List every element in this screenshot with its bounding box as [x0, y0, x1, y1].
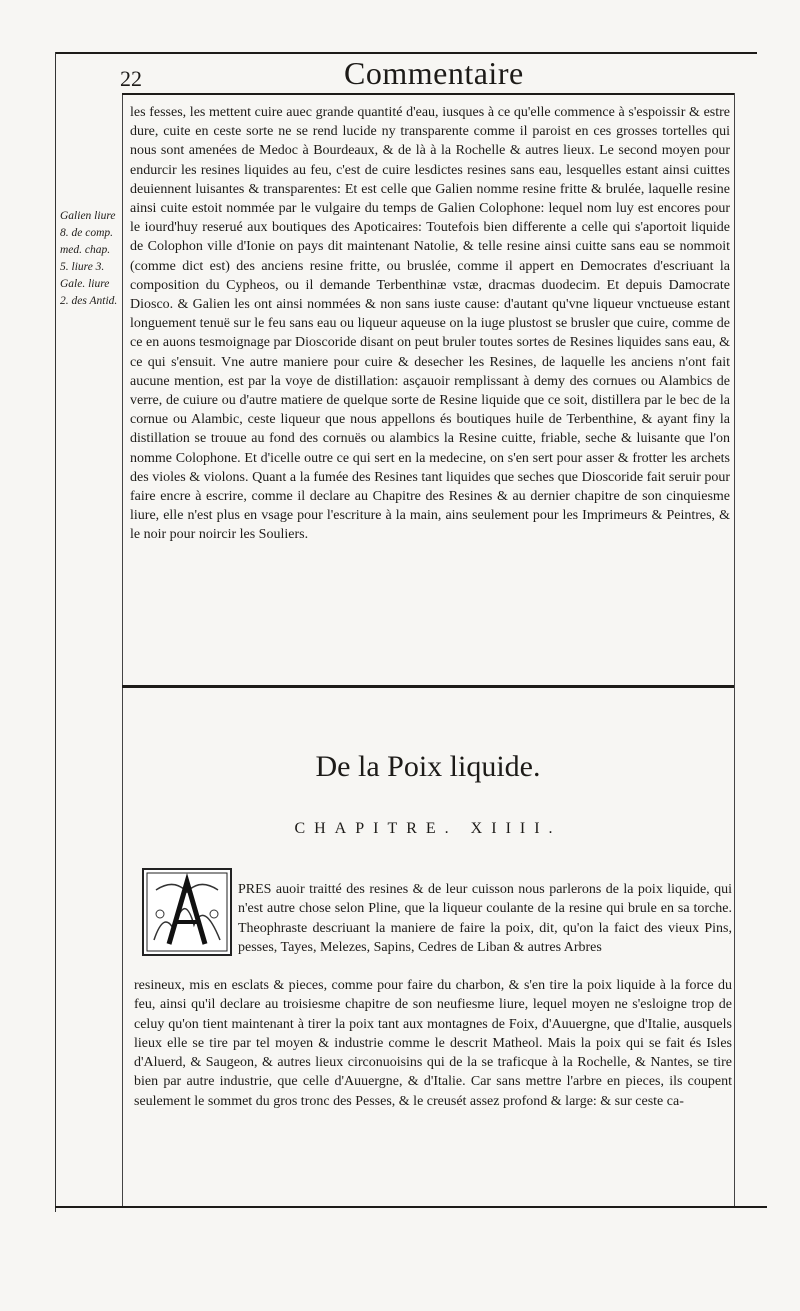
chapter-heading: CHAPITRE. XIIII.: [294, 820, 562, 837]
bottom-rule: [55, 1206, 767, 1208]
text-frame-left-line: [122, 93, 123, 1208]
section-title: De la Poix liquide.: [315, 750, 541, 783]
paragraph-chapter-continuation: resineux, mis en esclats & pieces, comme pour faire du charbon, & s'en tire la poix liquide à la force du feu, ainsi qu'il declare au troisiesme chapitre de son neufiesme liure, lequel moyen ne s'esloigne trop de celuy qu'on tient maintenant à tirer la poix tant aux montagnes de Foix, d'Auuergne, que d'Italie, ausquels lieux elle se tire par tel moyen & industrie comme le descrit Matheol. Mais la poix qui se fait és Isles d'Aluerd, & Saugeon, & autres lieux circonuoisins qui de la se traficque à la Rochelle, & Nantes, se tire bien par autre industrie, que celle d'Auuergne, & d'Italie. Car sans mettre l'arbre en pieces, ils coupent seulement le sommet du gros tronc des Pesses, & le creusét assez profond & large: & sur ceste ca-: [134, 978, 732, 1109]
decorated-initial-a-icon: [142, 868, 232, 956]
section-divider: [122, 685, 734, 688]
top-rule: [55, 52, 757, 54]
paragraph-chapter-start: PRES auoir traitté des resines & de leur cuisson nous parlerons de la poix liquide, qui n'est autre chose selon Pline, que la liqueur coulante de la resine qui brule en sa torche. Theophraste descriuant la maniere de faire la poix, dit, qu'on la faict des vieux Pins, pesses, Tayes, Melezes, Sapins, Cedres de Liban & autres Arbres: [238, 882, 732, 955]
text-frame-right-line: [734, 93, 735, 1208]
margin-note: Galien liure 8. de comp. med. chap. 5. liure 3. Gale. liure 2. des Antid.: [60, 210, 118, 307]
page-number: 22: [120, 66, 142, 91]
header-rule: [122, 93, 734, 95]
running-head: Commentaire: [344, 55, 524, 91]
paragraph-commentary: les fesses, les mettent cuire auec grande quantité d'eau, iusques à ce qu'elle commence à s'espoissir & estre dure, cuite en ceste sorte ne se rend lucide ny transparente comme il paroist en ces grosses tortelles qui nous sont amenées de Medoc à Bourdeaux, & de là à la Rochelle & autres lieux. Le second moyen pour endurcir les resines liquides au feu, c'est de cuire lesdictes resines sans eau, lesquelles estant ainsi cuittes deuiennent luisantes & transparentes: Et est celle que Galien nomme resine fritte & brulée, laquelle resine ainsi cuite estoit nommée par le vulgaire du temps de Galien Colophone: lequel nom luy est encores pour le iourd'huy reserué aux boutiques des Apoticaires: Toutefois bien differente a celle qui s'aportoit liquide de Colophon ville d'Ionie on pays dit maintenant Natolie, & telle resine ainsi cuitte sans eau se nommoit (comme dict est) des anciens resine fritte, ou bruslée, comme il appert en Democrates d'escriuant la composition du Cypheos, ou il demande Terbenthinæ vstæ, dracmas duodecim. Et depuis Damocrate Diosco. & Galien les ont ainsi nommées & non sans iuste cause: d'autant qu'vne liqueur vnctueuse estant longuement tenuë sur le feu sans eau ou liqueur aqueuse on la iuge plustost se brusler que cuire, comme de ce en auons tesmoignage par Dioscoride disant on peut bruler toutes sortes de Resines liquides sans eau, & ce qui s'ensuit. Vne autre maniere pour cuire & desecher les Resines, de laquelle les anciens n'ont fait aucune mention, est par la voye de distillation: asçauoir remplissant à demy des cornues ou Alambics de verre, de cuiure ou d'autre matiere de quelque sorte de Resine liquide que ce soit, distillera par le bec de la cornue ou Alambic, ceste liqueur que nous appellons és boutiques huile de Terbenthine, & ayant finy la distillation se trouue au fond des cornuës ou alambics la Resine cuitte, friable, seche & luisante que l'on nomme Colophone. Et d'icelle outre ce qui sert en la medecine, on s'en sert pour asser & frotter les archets des violes & violons. Quant a la fumée des Resines tant liquides que seches que Dioscoride fait seruir pour faire encre à escrire, comme il declare au Chapitre des Resines & au dernier chapitre de son cinquiesme liure, elle n'est plus en vsage pour l'escriture à la main, ains seulement pour les Imprimeurs & Peintres, & le noir pour noircir les Souliers.: [130, 105, 730, 543]
left-frame-line: [55, 52, 56, 1212]
